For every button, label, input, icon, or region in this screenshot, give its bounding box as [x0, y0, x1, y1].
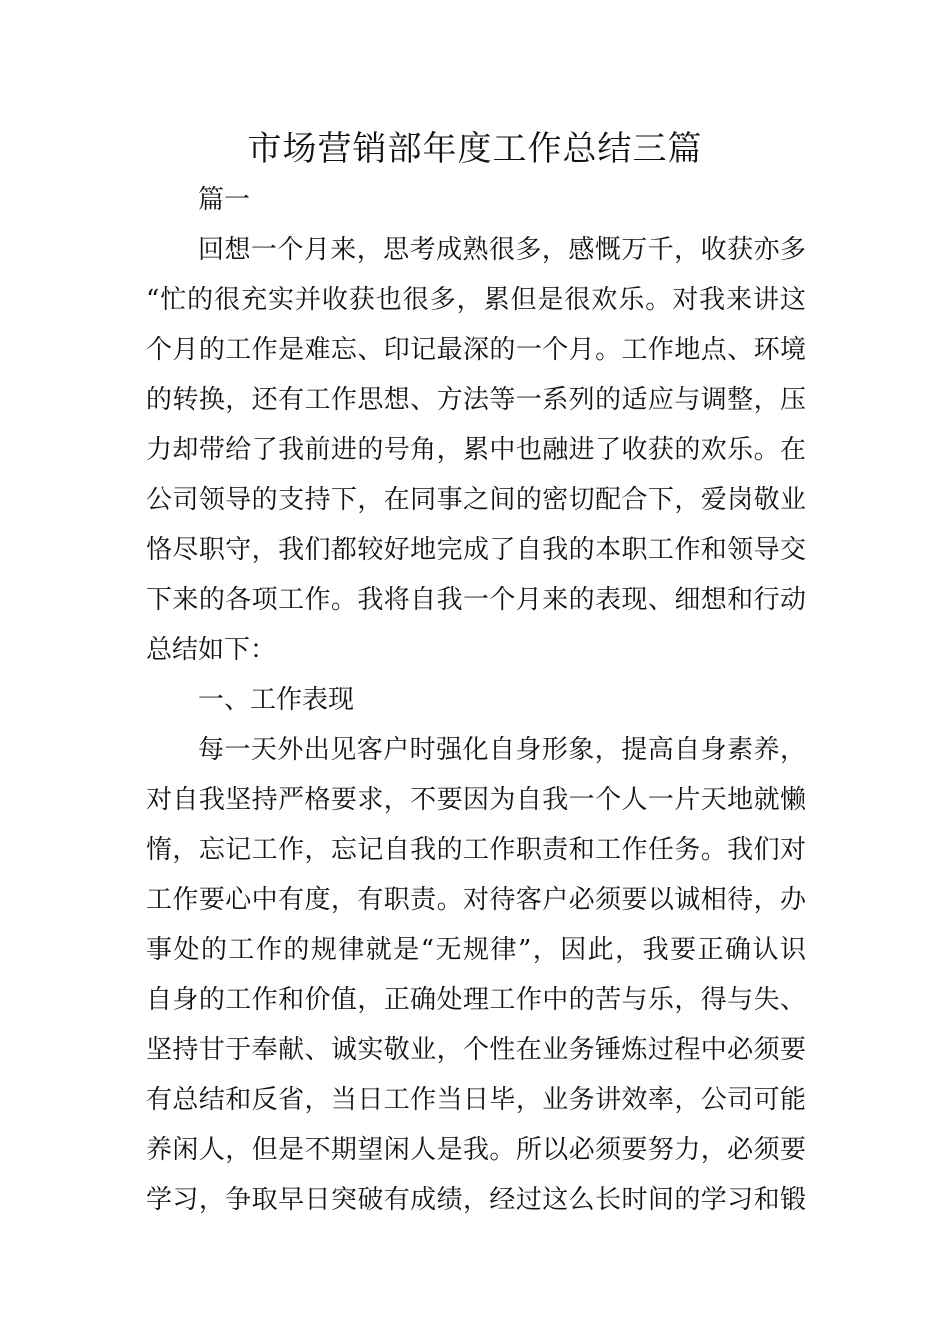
section-heading: 一、工作表现: [198, 685, 355, 715]
paragraph-line: 力却带给了我前进的号角，累中也融进了收获的欢乐。在: [146, 435, 806, 465]
paragraph-line: 总结如下：: [146, 635, 277, 665]
paragraph-line: “忙的很充实并收获也很多，累但是很欢乐。对我来讲这: [146, 285, 806, 315]
section-label: 篇一: [198, 185, 251, 215]
paragraph-line: 回想一个月来，思考成熟很多，感慨万千，收获亦多: [198, 235, 806, 265]
paragraph-line: 公司领导的支持下，在同事之间的密切配合下，爱岗敬业: [146, 485, 806, 515]
paragraph-line: 工作要心中有度，有职责。对待客户必须要以诚相待，办: [146, 885, 806, 915]
paragraph-line: 有总结和反省，当日工作当日毕，业务讲效率，公司可能: [146, 1085, 806, 1115]
paragraph-line: 对自我坚持严格要求，不要因为自我一个人一片天地就懒: [146, 785, 806, 815]
paragraph-line: 事处的工作的规律就是“无规律”，因此，我要正确认识: [146, 935, 806, 965]
paragraph-line: 自身的工作和价值，正确处理工作中的苦与乐，得与失、: [146, 985, 806, 1015]
paragraph-line: 坚持甘于奉献、诚实敬业，个性在业务锤炼过程中必须要: [146, 1035, 806, 1065]
paragraph-line: 学习，争取早日突破有成绩，经过这么长时间的学习和锻: [146, 1185, 806, 1215]
paragraph-line: 下来的各项工作。我将自我一个月来的表现、细想和行动: [146, 585, 806, 615]
paragraph-line: 惰，忘记工作，忘记自我的工作职责和工作任务。我们对: [146, 835, 806, 865]
document-title: 市场营销部年度工作总结三篇: [247, 129, 703, 169]
paragraph-line: 每一天外出见客户时强化自身形象，提高自身素养，: [198, 735, 806, 765]
paragraph-line: 恪尽职守，我们都较好地完成了自我的本职工作和领导交: [146, 535, 806, 565]
paragraph-line: 个月的工作是难忘、印记最深的一个月。工作地点、环境: [146, 335, 806, 365]
paragraph-line: 养闲人，但是不期望闲人是我。所以必须要努力，必须要: [146, 1135, 806, 1165]
paragraph-line: 的转换，还有工作思想、方法等一系列的适应与调整，压: [146, 385, 806, 415]
